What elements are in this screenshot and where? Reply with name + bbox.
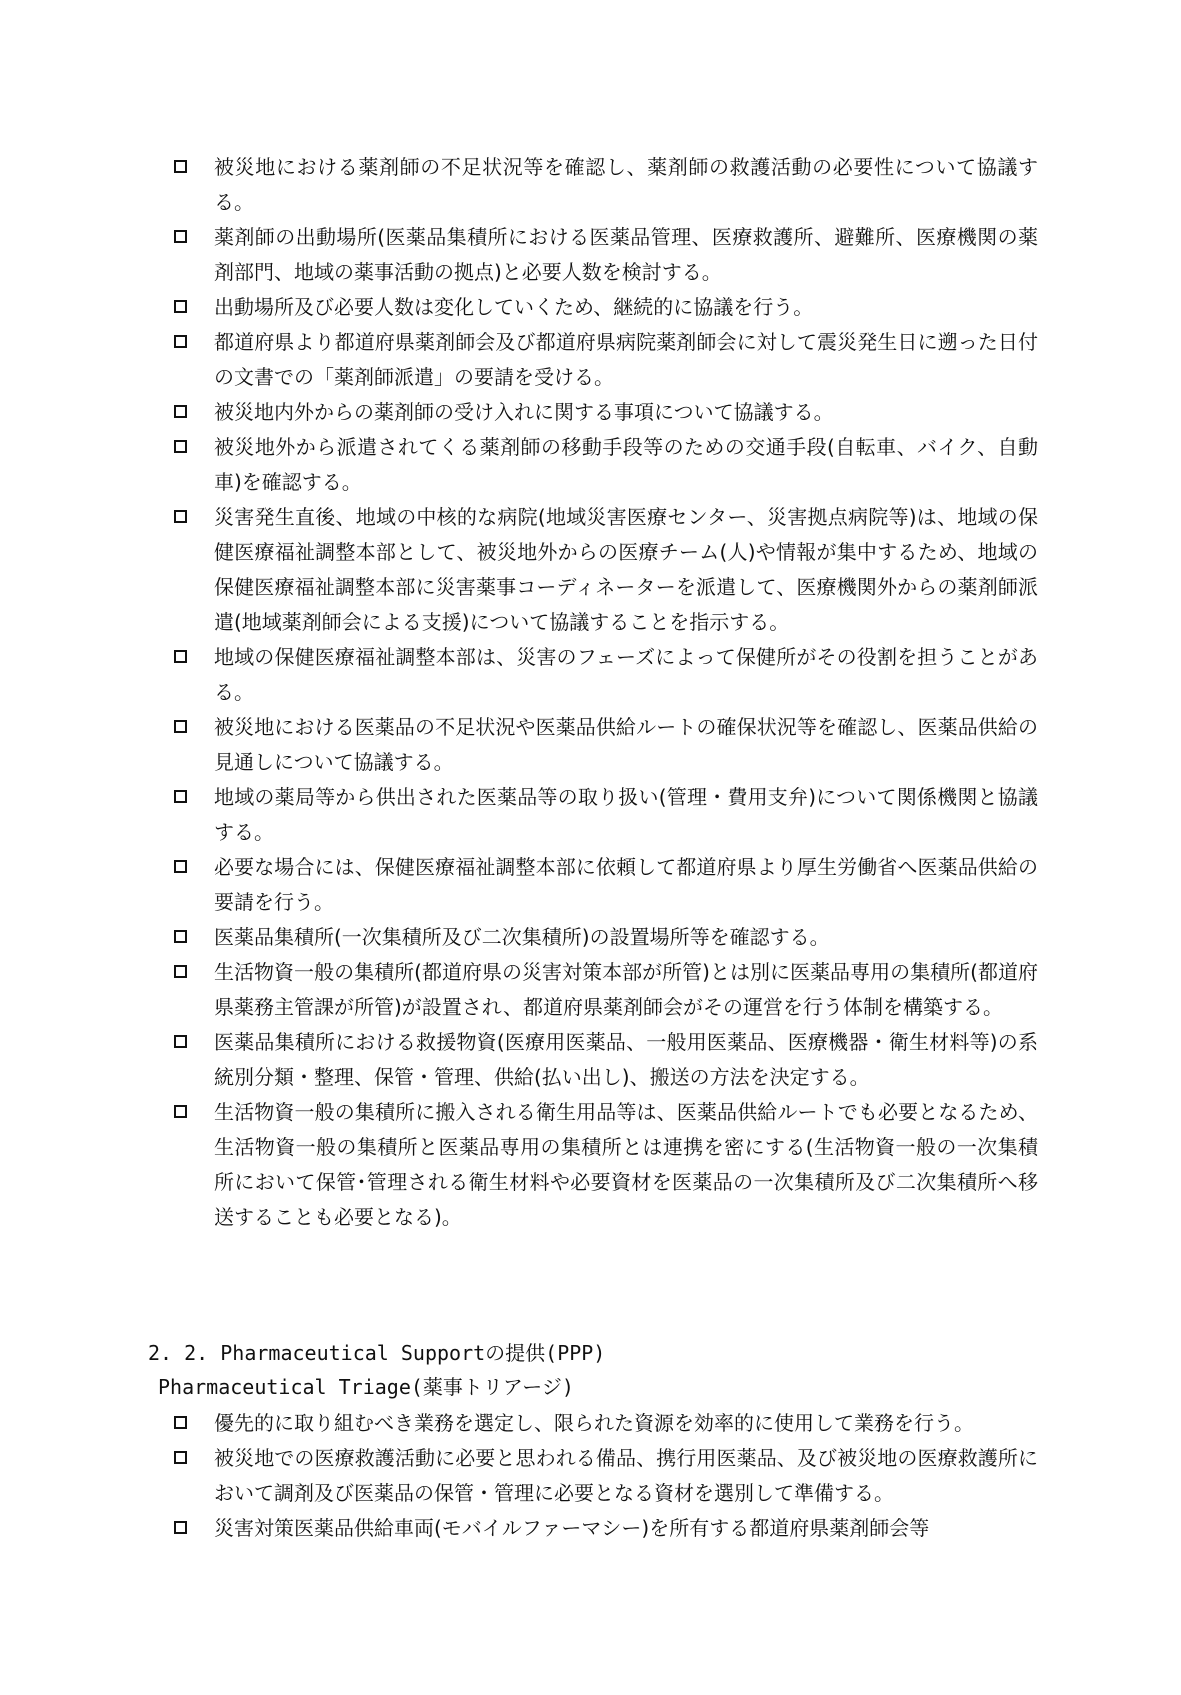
checklist-item-text: 被災地での医療救護活動に必要と思われる備品、携行用医薬品、及び被災地の医療救護所において調剤及び医薬品の保管・管理に必要となる資材を選別して準備する。 (214, 1446, 1038, 1505)
checklist-item-text: 優先的に取り組むべき業務を選定し、限られた資源を効率的に使用して業務を行う。 (214, 1411, 974, 1435)
checklist-item (172, 1441, 1038, 1511)
sub-heading: Pharmaceutical Triage(薬事トリアージ) (158, 1375, 574, 1399)
checklist-item-text: 生活物資一般の集積所に搬入される衛生用品等は、医薬品供給ルートでも必要となるため、生活物資一般の集積所と医薬品専用の集積所とは連携を密にする(生活物資一般の一次集積所において保管･管理される衛生材料や必要資材を医薬品の一次集積所及び二次集積所へ移送することも必要となる)。 (214, 1100, 1038, 1229)
checklist-item-text: 地域の保健医療福祉調整本部は、災害のフェーズによって保健所がその役割を担うことがある。 (214, 645, 1038, 704)
checklist-item-text: 医薬品集積所における救援物資(医療用医薬品、一般用医薬品、医療機器・衛生材料等)の系統別分類・整理、保管・管理、供給(払い出し)、搬送の方法を決定する。 (214, 1030, 1038, 1089)
checkbox-icon (174, 300, 187, 313)
checkbox-icon (174, 1416, 187, 1429)
checklist-item (172, 710, 1038, 780)
checklist-item-text: 災害発生直後、地域の中核的な病院(地域災害医療センター、災害拠点病院等)は、地域の保健医療福祉調整本部として、被災地外からの医療チーム(人)や情報が集中するため、地域の保健医療福祉調整本部に災害薬事コーディネーターを派遣して、医療機関外からの薬剤師派遣(地域薬剤師会による支援)について協議することを指示する。 (214, 505, 1038, 634)
checklist-item (172, 640, 1038, 710)
checklist-item (172, 1406, 1038, 1441)
checkbox-icon (174, 650, 187, 663)
checklist-item-text: 出動場所及び必要人数は変化していくため、継続的に協議を行う。 (214, 295, 814, 319)
checklist-item-text: 被災地外から派遣されてくる薬剤師の移動手段等のための交通手段(自転車、バイク、自動車)を確認する。 (214, 435, 1038, 494)
checklist-item-text: 薬剤師の出動場所(医薬品集積所における医薬品管理、医療救護所、避難所、医療機関の薬剤部門、地域の薬事活動の拠点)と必要人数を検討する。 (214, 225, 1038, 284)
checklist-item-text: 被災地における薬剤師の不足状況等を確認し、薬剤師の救護活動の必要性について協議する。 (214, 155, 1038, 214)
checklist-item-text: 被災地における医薬品の不足状況や医薬品供給ルートの確保状況等を確認し、医薬品供給の見通しについて協議する。 (214, 715, 1038, 774)
checklist-item (172, 325, 1038, 395)
checkbox-icon (174, 1521, 187, 1534)
checklist-item-text: 地域の薬局等から供出された医薬品等の取り扱い(管理・費用支弁)について関係機関と協議する。 (214, 785, 1038, 844)
checklist-item (172, 1095, 1038, 1235)
checkbox-icon (174, 160, 187, 173)
checklist-item (172, 850, 1038, 920)
checkbox-icon (174, 1105, 187, 1118)
section-heading: 2. 2. Pharmaceutical Supportの提供(PPP) (148, 1341, 606, 1365)
checkbox-icon (174, 965, 187, 978)
checklist-item-text: 災害対策医薬品供給車両(モバイルファーマシー)を所有する都道府県薬剤師会等 (214, 1516, 930, 1540)
checkbox-icon (174, 790, 187, 803)
checklist-item (172, 1511, 1038, 1546)
checklist-item-text: 医薬品集積所(一次集積所及び二次集積所)の設置場所等を確認する。 (214, 925, 830, 949)
checklist-item (172, 430, 1038, 500)
checkbox-icon (174, 930, 187, 943)
checklist-item-text: 都道府県より都道府県薬剤師会及び都道府県病院薬剤師会に対して震災発生日に遡った日付の文書での「薬剤師派遣」の要請を受ける。 (214, 330, 1038, 389)
checklist-coordination (172, 150, 1038, 1235)
checkbox-icon (174, 510, 187, 523)
checklist-item-text: 生活物資一般の集積所(都道府県の災害対策本部が所管)とは別に医薬品専用の集積所(都道府県薬務主管課が所管)が設置され、都道府県薬剤師会がその運営を行う体制を構築する。 (214, 960, 1038, 1019)
checkbox-icon (174, 440, 187, 453)
checklist-item-text: 必要な場合には、保健医療福祉調整本部に依頼して都道府県より厚生労働省へ医薬品供給の要請を行う。 (214, 855, 1038, 914)
checklist-item (172, 395, 1038, 430)
checkbox-icon (174, 1035, 187, 1048)
checklist-item (172, 220, 1038, 290)
checklist-triage (172, 1406, 1038, 1546)
checkbox-icon (174, 720, 187, 733)
checkbox-icon (174, 860, 187, 873)
checkbox-icon (174, 405, 187, 418)
checkbox-icon (174, 335, 187, 348)
checklist-item (172, 290, 1038, 325)
checkbox-icon (174, 1451, 187, 1464)
checklist-item (172, 150, 1038, 220)
checklist-item (172, 780, 1038, 850)
checkbox-icon (174, 230, 187, 243)
checklist-item (172, 1025, 1038, 1095)
checklist-item (172, 955, 1038, 1025)
checklist-item (172, 500, 1038, 640)
checklist-item (172, 920, 1038, 955)
checklist-item-text: 被災地内外からの薬剤師の受け入れに関する事項について協議する。 (214, 400, 834, 424)
